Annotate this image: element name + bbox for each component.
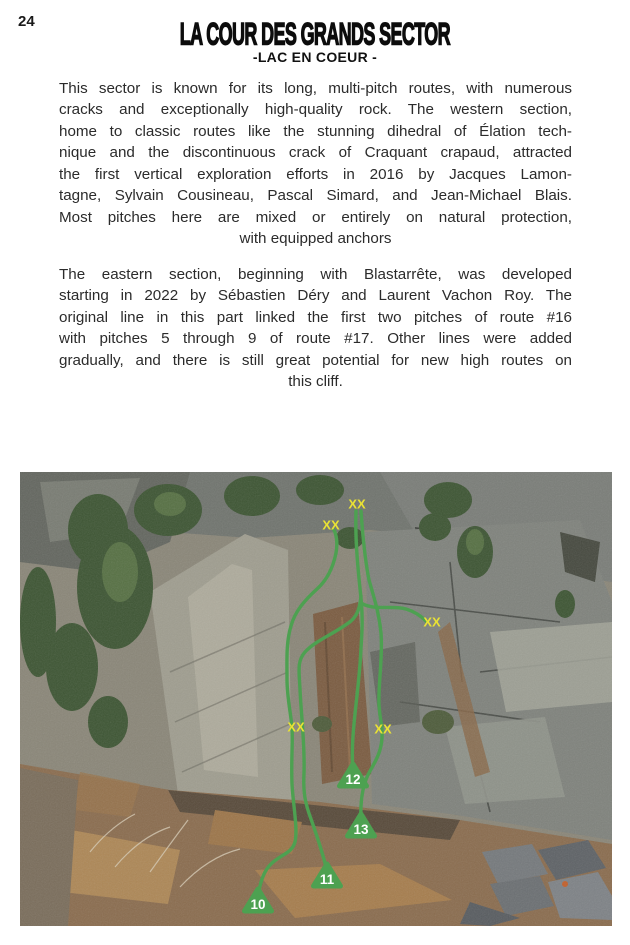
body-text-line: nique and the discontinuous crack of Craquant crapaud, attracted bbox=[59, 144, 572, 162]
cliff-topo-photo bbox=[20, 472, 612, 926]
body-text-line: the first vertical exploration efforts in 2016 by Jacques Lamon- bbox=[59, 165, 572, 183]
sector-header bbox=[0, 17, 630, 65]
body-text-line: with pitches 5 through 9 of route #17. Other lines were added bbox=[59, 330, 572, 348]
paragraph-east-section bbox=[59, 264, 572, 393]
anchor-label: XX bbox=[374, 721, 392, 737]
paragraph-west-section bbox=[59, 78, 572, 250]
body-text-line: The eastern section, beginning with Blastarrête, was developed bbox=[59, 266, 572, 283]
anchor-label: XX bbox=[322, 517, 340, 533]
cliff-photo-painting bbox=[20, 472, 612, 926]
body-text-line: with equipped anchors bbox=[239, 230, 392, 248]
body-text-line: Most pitches here are mixed or entirely on natural protection, bbox=[59, 208, 572, 226]
sector-subtitle: -LAC EN COEUR - bbox=[252, 49, 378, 65]
anchor-label: XX bbox=[423, 614, 441, 630]
body-text-line: this cliff. bbox=[288, 373, 343, 391]
route-number-label: 10 bbox=[250, 897, 266, 912]
route-number-label: 11 bbox=[319, 872, 335, 887]
sector-title: LA COUR DES GRANDS SECTOR bbox=[179, 17, 451, 53]
body-text-line: gradually, and there is still great potential for new high routes on bbox=[59, 351, 572, 369]
anchor-label: XX bbox=[348, 496, 366, 512]
route-number-label: 12 bbox=[345, 772, 361, 787]
body-text-line: original line in this part linked the first two pitches of route #16 bbox=[59, 308, 572, 326]
page-number: 24 bbox=[18, 13, 35, 30]
body-text-line: This sector is known for its long, multi-pitch routes, with numerous bbox=[59, 80, 572, 97]
topo-svg bbox=[20, 472, 612, 926]
anchor-label: XX bbox=[287, 719, 305, 735]
body-text-line: home to classic routes like the stunning dihedral of Élation tech- bbox=[59, 122, 572, 140]
body-text-line: starting in 2022 by Sébastien Déry and Laurent Vachon Roy. The bbox=[59, 287, 572, 305]
body-text-line: tagne, Sylvain Cousineau, Pascal Simard, and Jean-Michael Blais. bbox=[59, 187, 572, 205]
route-number-label: 13 bbox=[353, 822, 369, 837]
body-text-line: cracks and exceptionally high-quality rock. The western section, bbox=[59, 101, 572, 119]
